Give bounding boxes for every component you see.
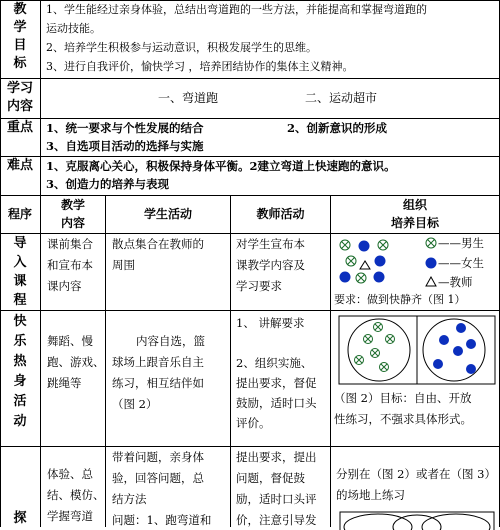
boy-marker: [371, 349, 380, 358]
header-organization: 组织 培养目标: [390, 198, 439, 230]
girl-marker: [439, 335, 449, 345]
stage-intro: 导 入 课 程: [13, 236, 27, 308]
legend-teacher-icon: [424, 275, 438, 289]
girl-marker: [453, 346, 463, 356]
explore-organization: 分别在（图 2）或者在（图 3） 的场地上练习: [336, 467, 496, 502]
intro-content: 课前集合 和宣布本 课内容: [47, 237, 93, 293]
boy-marker: [374, 323, 383, 332]
girl-marker: [466, 364, 476, 374]
teacher-marker: [360, 261, 370, 269]
warmup-student: 内容自选，篮 球场上跟音乐自主 练习，相互结伴如 （图 2）: [112, 334, 205, 411]
figure-3-track: [338, 510, 496, 527]
header-content: 教学 内容: [60, 198, 85, 230]
objective-line: 2、培养学生积极参与运动意识，积极发展学生的思维。: [46, 41, 317, 54]
stage-explore: 探: [13, 511, 27, 526]
intro-requirement: 要求：做到快静齐（图 1）: [334, 293, 466, 306]
explore-student: 带着问题，亲身体 验，回答问题，总 结方法 问题：1、跑弯道和: [112, 450, 212, 527]
boy-marker: [380, 363, 389, 372]
content-item-2: 二、运动超市: [305, 91, 378, 105]
rule-after-row1: [0, 310, 500, 311]
girl-marker: [340, 272, 351, 283]
content-item-1: 一、弯道跑: [158, 91, 219, 105]
boy-marker: [346, 256, 356, 266]
girl-marker: [433, 359, 443, 369]
difficulty-2: 3、创造力的培养与表现: [46, 177, 170, 191]
warmup-content: 舞蹈、慢 跑、游戏、 跳绳等: [47, 334, 105, 390]
legend-girl-label: ——女生: [438, 256, 484, 270]
difficulties-label: 难点: [6, 158, 33, 173]
intro-teacher: 对学生宣布本 课教学内容及 学习要求: [236, 237, 305, 293]
girl-marker: [359, 241, 370, 252]
warmup-organization: （图 2）目标：自由、开放 性练习，不强求具体形式。: [334, 391, 472, 426]
explore-teacher: 提出要求，提出 问题，督促鼓 励，适时口头评 价，注意引导发: [236, 450, 317, 527]
legend-boy-label: ——男生: [438, 236, 484, 250]
rule-student-col: [230, 195, 231, 527]
objective-line: 运动技能。: [46, 22, 101, 35]
warmup-teacher: 1、 讲解要求 2、组织实施、 提出要求，督促 鼓励，适时口头 评价。: [236, 316, 317, 430]
stage-warmup: 快 乐 热 身 活 动: [13, 314, 27, 429]
header-teacher: 教师活动: [256, 207, 305, 221]
key-point-1: 1、统一要求与个性发展的结合: [46, 121, 204, 135]
key-point-3: 3、自选项目活动的选择与实施: [46, 139, 204, 153]
girl-marker: [374, 272, 385, 283]
boy-marker: [340, 240, 350, 250]
legend-girl-icon: [424, 256, 438, 270]
girl-marker: [375, 256, 386, 267]
rule-content-col: [105, 195, 106, 527]
explore-content: 体验、总 结、模仿、 学握弯道: [47, 467, 105, 523]
objectives-text: [46, 0, 498, 78]
objective-line: 1、学生能经过亲身体验，总结出弯道跑的一些方法，并能提高和掌握弯道跑的: [46, 3, 427, 16]
content-label: 学习 内容: [6, 81, 33, 114]
intro-student: 散点集合在教师的 周围: [112, 237, 204, 272]
figure-1-formation: [331, 234, 431, 292]
legend-teacher-label: —教师: [438, 275, 473, 289]
key-points-label: 重点: [6, 120, 33, 135]
rule-after-objectives: [0, 78, 500, 79]
boy-marker: [378, 240, 388, 250]
rule-label-col: [40, 0, 41, 527]
header-student: 学生活动: [143, 207, 192, 221]
legend-boy-icon: [424, 236, 438, 250]
girl-marker: [466, 339, 476, 349]
boy-marker: [364, 335, 373, 344]
header-procedure: 程序: [7, 207, 32, 221]
difficulty-1: 1、克服离心关心，积极保持身体平衡。2建立弯道上快速跑的意识。: [46, 159, 396, 173]
girl-marker: [456, 323, 466, 333]
boy-marker: [356, 273, 366, 283]
figure-2-courts: [337, 314, 497, 386]
objectives-label: 教 学 目 标: [13, 2, 27, 71]
boy-marker: [355, 356, 364, 365]
boy-marker: [386, 335, 395, 344]
key-point-2: 2、创新意识的形成: [287, 121, 388, 135]
objective-line: 3、进行自我评价，愉快学习 ，培养团结协作的集体主义精神。: [46, 60, 354, 73]
